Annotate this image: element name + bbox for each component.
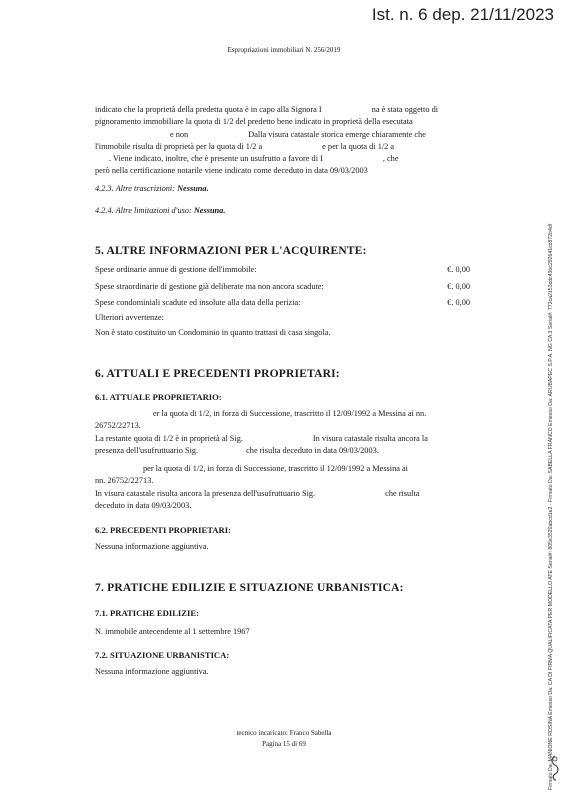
deposit-stamp: Ist. n. 6 dep. 21/11/2023: [371, 5, 554, 24]
page-footer: [0, 728, 568, 749]
owner1-line-4a: presenza dell'usufruttuario Sig.: [95, 445, 199, 455]
s423-value: Nessuna.: [177, 184, 209, 193]
note-text: Non è stato costituito un Condominio in quanto trattasi di casa singola.: [95, 328, 331, 337]
intro-line-1b: na è stata oggetto di: [371, 105, 439, 114]
intro-line-3a: e non: [170, 129, 189, 139]
cost-label: Spese ordinarie annue di gestione dell'immobile:: [95, 265, 257, 274]
cost-value: €. 0,00: [447, 265, 470, 274]
owner1-line-2: 26752/22713.: [95, 421, 141, 431]
cost-label: Spese condominiali scadute ed insolute alla data della perizia:: [95, 298, 301, 307]
cost-value: €. 0,00: [447, 298, 470, 307]
footer-page-number: Pagina 15 di 69: [262, 739, 306, 748]
section-7-2-title: 7.2. SITUAZIONE URBANISTICA:: [95, 650, 230, 660]
owner1-line-3a: La restante quota di 1/2 è in proprietà al Sig.: [95, 433, 243, 443]
cost-row: [95, 265, 470, 274]
intro-line-5b: , che: [382, 154, 399, 164]
section-5-title: 5. ALTRE INFORMAZIONI PER L'ACQUIRENTE:: [95, 245, 367, 257]
intro-line-1a: indicato che la proprietà della predetta quota è in capo alla Signora I: [95, 105, 322, 114]
owner2-line-3a: In visura catastale risulta ancora la presenza dell'usufruttuario Sig.: [95, 488, 316, 498]
owner2-line-2: nn. 26752/22713.: [95, 476, 154, 486]
owner1-line-1: er la quota di 1/2, in forza di Successione, trascritto il 12/09/1992 a Messina ai nn.: [153, 409, 427, 418]
signature-seal-icon: [548, 754, 562, 782]
cost-label: Spese straordinarie di gestione già deliberate ma non ancora scadute:: [95, 282, 324, 291]
building-permits-text: N. immobile antecendente al 1 settembre 1967: [95, 627, 250, 636]
section-6-2-title: 6.2. PRECEDENTI PROPRIETARI:: [95, 525, 231, 535]
cost-value: €. 0,00: [447, 282, 470, 291]
current-owner-paragraph-1: [95, 408, 480, 457]
current-owner-paragraph-2: [95, 463, 480, 512]
s423-label: 4.2.3. Altre trascrizioni:: [95, 184, 175, 193]
note-label: Ulteriori avvertenze:: [95, 313, 164, 322]
owner2-line-3b: che risulta: [385, 488, 420, 498]
section-4-2-4: [95, 206, 225, 215]
s424-value: Nessuna.: [193, 206, 226, 215]
section-6-1-title: 6.1. ATTUALE PROPRIETARIO:: [95, 392, 222, 402]
intro-line-4b: e per la quota di 1/2 a: [322, 141, 395, 151]
section-6-title: 6. ATTUALI E PRECEDENTI PROPRIETARI:: [95, 368, 340, 380]
intro-line-6: però nella certificazione notarile viene indicato come deceduto in data 09/03/2003: [95, 166, 368, 176]
section-7-title: 7. PRATICHE EDILIZIE E SITUAZIONE URBANISTICA:: [95, 582, 404, 594]
section-7-1-title: 7.1. PRATICHE EDILIZIE:: [95, 608, 199, 618]
previous-owners-text: Nessuna informazione aggiuntiva.: [95, 542, 209, 551]
intro-line-3b: Dalla visura catastale storica emerge chiaramente che: [248, 129, 426, 139]
cost-row: [95, 282, 470, 291]
page-header: Espropriazioni immobiliari N. 256/2019: [227, 46, 341, 54]
owner1-line-4b: che risulta deceduto in data 09/03/2003.: [246, 445, 379, 455]
urban-situation-text: Nessuna informazione aggiuntiva.: [95, 667, 209, 676]
owner1-line-3b: In visura catastale risulta ancora la: [312, 433, 428, 443]
owner2-line-4: deceduto in data 09/03/2003.: [95, 500, 192, 510]
owner2-line-1: per la quota di 1/2, in forza di Successione, trascritto il 12/09/1992 a Messina ai: [143, 464, 408, 473]
intro-paragraph: [95, 104, 480, 178]
section-4-2-3: [95, 184, 209, 193]
s424-label: 4.2.4. Altre limitazioni d'uso:: [95, 206, 192, 215]
intro-line-5a: . Viene indicato, inoltre, che è presente un usufrutto a favore di I: [109, 154, 323, 164]
digital-signature-text: Firmato Da: MANIONE ROSINA Emesso Da: CA DI FIRMA QUALIFICATA PER MODELLO ATE Serial#: 805e3520abcd1e2 - Firmato Da: SABELLA FRANCO Emesso Da: ARUBAPEC S.P.A. NG CA 3 Serial#: 772ca2153cdc43bc292641cc872b4df: [548, 223, 554, 790]
cost-row: [95, 298, 470, 307]
intro-line-4a: l'immobile risulta di proprietà per la quota di 1/2 a: [95, 141, 263, 151]
footer-technician: tecnico incaricato: Franco Sabella: [236, 729, 332, 737]
intro-line-2: pignoramento immobiliare la quota di 1/2 del predetto bene indicato in proprietà della esecutata: [95, 117, 413, 127]
